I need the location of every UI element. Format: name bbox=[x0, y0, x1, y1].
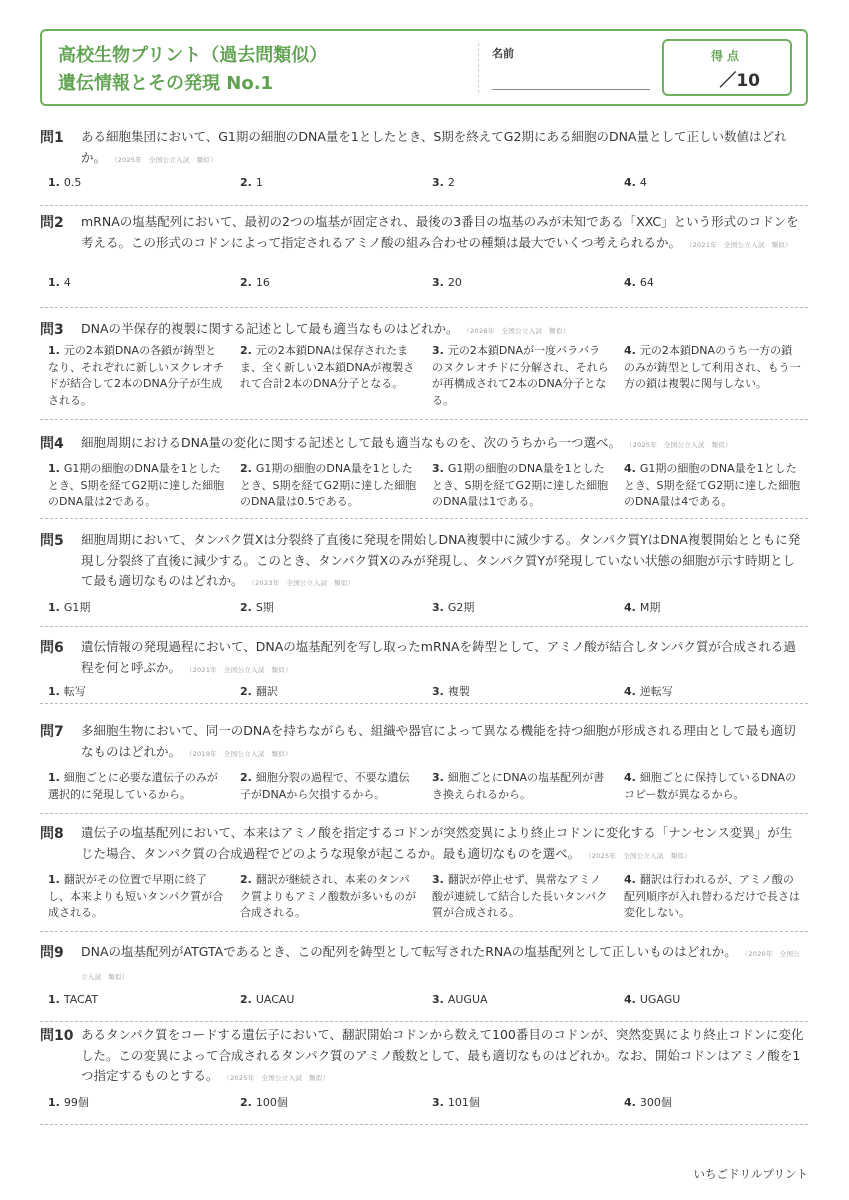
question-source: （2019年 全国公立入試 類似） bbox=[189, 749, 292, 758]
option-text: 300個 bbox=[639, 1096, 672, 1109]
option-text: 16 bbox=[255, 276, 270, 289]
option-text: 0.5 bbox=[63, 176, 82, 189]
option-number: 4. bbox=[624, 462, 636, 475]
question-source: （2025年 全国公立入試 類似） bbox=[588, 851, 692, 860]
option-number: 2. bbox=[240, 873, 252, 886]
question-8 bbox=[40, 823, 808, 932]
question-body: 細胞周期におけるDNA量の変化に関する記述として最も適当なものを、次のうちから一つ選べ。 bbox=[81, 435, 622, 450]
option-number: 1. bbox=[48, 993, 60, 1006]
question-body: mRNAの塩基配列において、最初の2つの塩基が固定され、最後の3番目の塩基のみが未知である「XXC」という形式のコドンを考える。この形式のコドンによって指定されるアミノ酸の組み合わせの種類は最大でいくつ考えられるか。 bbox=[81, 214, 799, 250]
option-number: 4. bbox=[624, 1096, 636, 1109]
question-source: （2025年 全国公立入試 類似） bbox=[226, 1074, 330, 1082]
question-text bbox=[81, 530, 804, 594]
option-text: 64 bbox=[639, 276, 654, 289]
option-number: 1. bbox=[48, 873, 60, 886]
question-body: 多細胞生物において、同一のDNAを持ちながらも、組織や器官によって異なる機能を持つ細胞が形成される理由として最も適切なものはどれか。 bbox=[81, 723, 796, 759]
question-10 bbox=[40, 1025, 808, 1125]
answer-option-1[interactable] bbox=[48, 600, 226, 617]
option-text: 20 bbox=[447, 276, 462, 289]
option-number: 4. bbox=[624, 601, 636, 614]
answer-option-3[interactable] bbox=[432, 600, 610, 617]
answer-option-4[interactable] bbox=[624, 770, 802, 803]
option-number: 2. bbox=[240, 462, 252, 475]
option-number: 3. bbox=[432, 1096, 444, 1109]
option-text: 翻訳 bbox=[255, 685, 278, 698]
option-text: 細胞ごとに保持しているDNAのコピー数が異なるから。 bbox=[624, 771, 797, 801]
answer-option-3[interactable] bbox=[432, 175, 610, 192]
answer-option-1[interactable] bbox=[48, 461, 226, 511]
option-number: 4. bbox=[624, 873, 636, 886]
answer-option-2[interactable] bbox=[240, 175, 418, 192]
option-number: 3. bbox=[432, 601, 444, 614]
answer-option-2[interactable] bbox=[240, 275, 418, 292]
option-text: 転写 bbox=[63, 685, 86, 698]
option-text: S期 bbox=[255, 601, 274, 614]
option-number: 4. bbox=[624, 276, 636, 289]
answer-option-3[interactable] bbox=[432, 1095, 610, 1112]
question-number: 問6 bbox=[40, 640, 64, 656]
option-number: 1. bbox=[48, 601, 60, 614]
option-text: 4 bbox=[63, 276, 71, 289]
option-text: G1期の細胞のDNA量を1としたとき、S期を経てG2期に達した細胞のDNA量は2である。 bbox=[48, 462, 225, 508]
option-number: 2. bbox=[240, 176, 252, 189]
question-number: 問2 bbox=[40, 215, 64, 231]
question-1 bbox=[40, 127, 808, 206]
answer-option-4[interactable] bbox=[624, 175, 802, 192]
answer-option-4[interactable] bbox=[624, 992, 802, 1009]
question-body: ある細胞集団において、G1期の細胞のDNA量を1としたとき、S期を終えてG2期にある細胞のDNA量として正しい数値はどれか。 bbox=[81, 129, 787, 165]
answer-option-4[interactable] bbox=[624, 872, 802, 922]
question-body: DNAの半保存的複製に関する記述として最も適当なものはどれか。 bbox=[81, 321, 459, 336]
option-text: UGAGU bbox=[639, 993, 681, 1006]
question-number: 問3 bbox=[40, 322, 64, 338]
answer-option-2[interactable] bbox=[240, 600, 418, 617]
option-text: AUGUA bbox=[447, 993, 488, 1006]
worksheet-title: 高校生物プリント（過去問類似） bbox=[58, 45, 328, 66]
question-text bbox=[81, 212, 804, 255]
option-number: 1. bbox=[48, 276, 60, 289]
name-label: 名前 bbox=[492, 47, 514, 60]
question-source: （2020年 全国公立入試 類似） bbox=[81, 950, 801, 981]
answer-option-3[interactable] bbox=[432, 770, 610, 803]
answer-option-1[interactable] bbox=[48, 175, 226, 192]
option-text: 元の2本鎖DNAが一度バラバラのヌクレオチドに分解され、それらが再構成されて2本のDNA分子となる。 bbox=[432, 344, 609, 407]
question-source: （2023年 全国公立入試 類似） bbox=[251, 579, 355, 587]
answer-option-4[interactable] bbox=[624, 600, 802, 617]
option-number: 3. bbox=[432, 176, 444, 189]
option-number: 4. bbox=[624, 176, 636, 189]
option-number: 1. bbox=[48, 462, 60, 475]
option-number: 4. bbox=[624, 685, 636, 698]
option-number: 2. bbox=[240, 1096, 252, 1109]
question-body: あるタンパク質をコードする遺伝子において、翻訳開始コドンから数えて100番目のコドンが、突然変異により終止コドンに変化した。この変異によって合成されるタンパク質のアミノ酸数として、最も適切なものはどれか。なお、開始コドンはアミノ酸を1つ指定するものとする。 bbox=[81, 1027, 804, 1083]
question-text bbox=[81, 1025, 804, 1089]
option-number: 3. bbox=[432, 873, 444, 886]
option-text: 翻訳がその位置で早期に終了し、本来よりも短いタンパク質が合成される。 bbox=[48, 873, 224, 919]
answer-option-1[interactable] bbox=[48, 1095, 226, 1112]
option-text: UACAU bbox=[255, 993, 295, 1006]
option-text: 101個 bbox=[447, 1096, 480, 1109]
option-number: 3. bbox=[432, 276, 444, 289]
score-label: 得点 bbox=[710, 49, 743, 63]
option-number: 2. bbox=[240, 771, 252, 784]
option-number: 1. bbox=[48, 771, 60, 784]
option-text: G1期の細胞のDNA量を1としたとき、S期を経てG2期に達した細胞のDNA量は0.5である。 bbox=[240, 462, 417, 508]
option-number: 3. bbox=[432, 685, 444, 698]
answer-option-3[interactable] bbox=[432, 343, 610, 409]
question-number: 問4 bbox=[40, 436, 64, 452]
question-text bbox=[81, 319, 804, 342]
option-number: 1. bbox=[48, 344, 60, 357]
question-source: （2026年 全国公立入試 類似） bbox=[466, 327, 570, 335]
option-number: 3. bbox=[432, 993, 444, 1006]
option-text: 逆転写 bbox=[639, 685, 673, 698]
question-5 bbox=[40, 530, 808, 627]
question-text bbox=[81, 637, 804, 680]
answer-option-1[interactable] bbox=[48, 770, 226, 803]
answer-option-3[interactable] bbox=[432, 684, 610, 701]
option-text: 2 bbox=[447, 176, 455, 189]
question-text bbox=[81, 433, 804, 456]
option-text: 複製 bbox=[447, 685, 470, 698]
question-body: 細胞周期において、タンパク質Xは分裂終了直後に発現を開始しDNA複製中に減少する。タンパク質YはDNA複製開始とともに発現し分裂終了直後に減少する。このとき、タンパク質Xのみが発現し、タンパク質Yが発現していない状態の細胞が示す時期として最も適切なものはどれか。 bbox=[81, 532, 801, 588]
answer-option-3[interactable] bbox=[432, 461, 610, 511]
answer-option-2[interactable] bbox=[240, 343, 418, 393]
option-text: 細胞分裂の過程で、不要な遺伝子がDNAから欠損するから。 bbox=[240, 771, 410, 801]
answer-option-1[interactable] bbox=[48, 992, 226, 1009]
answer-option-2[interactable] bbox=[240, 992, 418, 1009]
option-number: 4. bbox=[624, 344, 636, 357]
question-source: （2021年 全国公立入試 類似） bbox=[189, 665, 292, 674]
question-number: 問9 bbox=[40, 945, 64, 961]
option-number: 1. bbox=[48, 1096, 60, 1109]
worksheet-subtitle: 遺伝情報とその発現 No.1 bbox=[58, 73, 274, 94]
answer-option-4[interactable] bbox=[624, 1095, 802, 1112]
question-text bbox=[81, 721, 804, 764]
score-box bbox=[662, 39, 792, 96]
answer-option-2[interactable] bbox=[240, 770, 418, 803]
answer-option-4[interactable] bbox=[624, 461, 802, 511]
answer-option-1[interactable] bbox=[48, 684, 226, 701]
answer-option-2[interactable] bbox=[240, 1095, 418, 1112]
option-text: M期 bbox=[639, 601, 661, 614]
option-text: TACAT bbox=[63, 993, 99, 1006]
option-number: 2. bbox=[240, 601, 252, 614]
option-number: 1. bbox=[48, 176, 60, 189]
answer-option-1[interactable] bbox=[48, 275, 226, 292]
option-text: 翻訳は行われるが、アミノ酸の配列順序が入れ替わるだけで長さは変化しない。 bbox=[624, 873, 800, 919]
option-text: 元の2本鎖DNAのうち一方の鎖のみが鋳型として利用され、もう一方の鎖は複製に関与しない。 bbox=[624, 344, 801, 390]
question-body: DNAの塩基配列がATGTAであるとき、この配列を鋳型として転写されたRNAの塩基配列として正しいものはどれか。 bbox=[81, 944, 737, 959]
score-value: ／10 bbox=[719, 71, 760, 91]
option-number: 3. bbox=[432, 344, 444, 357]
question-body: 遺伝情報の発現過程において、DNAの塩基配列を写し取ったmRNAを鋳型として、アミノ酸が結合しタンパク質が合成される過程を何と呼ぶか。 bbox=[81, 639, 796, 675]
answer-option-1[interactable] bbox=[48, 872, 226, 922]
option-text: G1期の細胞のDNA量を1としたとき、S期を経てG2期に達した細胞のDNA量は4である。 bbox=[624, 462, 801, 508]
question-9 bbox=[40, 942, 808, 1022]
option-text: 細胞ごとに必要な遺伝子のみが選択的に発現しているから。 bbox=[48, 771, 218, 801]
answer-option-2[interactable] bbox=[240, 872, 418, 922]
answer-option-4[interactable] bbox=[624, 275, 802, 292]
answer-option-4[interactable] bbox=[624, 684, 802, 701]
question-number: 問1 bbox=[40, 130, 64, 146]
question-text bbox=[81, 127, 804, 170]
option-number: 2. bbox=[240, 344, 252, 357]
question-3 bbox=[40, 319, 808, 420]
question-number: 問8 bbox=[40, 826, 64, 842]
worksheet-header bbox=[40, 29, 808, 106]
answer-option-1[interactable] bbox=[48, 343, 226, 409]
option-text: G1期 bbox=[63, 601, 91, 614]
answer-option-2[interactable] bbox=[240, 461, 418, 511]
option-text: 翻訳が継続され、本来のタンパク質よりもアミノ酸数が多いものが合成される。 bbox=[240, 873, 416, 919]
option-text: 99個 bbox=[63, 1096, 89, 1109]
header-divider bbox=[478, 43, 479, 93]
question-source: （2025年 全国公立入試 類似） bbox=[629, 441, 732, 449]
answer-option-4[interactable] bbox=[624, 343, 802, 393]
question-4 bbox=[40, 433, 808, 519]
option-text: 元の2本鎖DNAは保存されたまま、全く新しい2本鎖DNAが複製されて合計2本のDNA分子となる。 bbox=[240, 344, 415, 390]
option-number: 3. bbox=[432, 462, 444, 475]
question-source: （2021年 全国公立入試 類似） bbox=[689, 240, 792, 249]
option-number: 2. bbox=[240, 685, 252, 698]
question-text bbox=[81, 823, 804, 866]
answer-option-2[interactable] bbox=[240, 684, 418, 701]
name-field[interactable] bbox=[492, 89, 650, 90]
option-text: 100個 bbox=[255, 1096, 288, 1109]
question-2 bbox=[40, 212, 808, 308]
question-6 bbox=[40, 637, 808, 704]
option-number: 2. bbox=[240, 993, 252, 1006]
option-text: 4 bbox=[639, 176, 647, 189]
question-body: 遺伝子の塩基配列において、本来はアミノ酸を指定するコドンが突然変異により終止コドンに変化する「ナンセンス変異」が生じた場合、タンパク質の合成過程でどのような現象が起こるか。最も適切なものを選べ。 bbox=[81, 825, 793, 861]
question-number: 問7 bbox=[40, 724, 64, 740]
option-text: G2期 bbox=[447, 601, 475, 614]
option-number: 4. bbox=[624, 993, 636, 1006]
option-number: 2. bbox=[240, 276, 252, 289]
option-text: 元の2本鎖DNAの各鎖が鋳型となり、それぞれに新しいヌクレオチドが結合して2本のDNA分子が生成される。 bbox=[48, 344, 224, 407]
option-text: 1 bbox=[255, 176, 263, 189]
answer-option-3[interactable] bbox=[432, 992, 610, 1009]
question-number: 問10 bbox=[40, 1028, 74, 1044]
option-text: 細胞ごとにDNAの塩基配列が書き換えられるから。 bbox=[432, 771, 605, 801]
answer-option-3[interactable] bbox=[432, 872, 610, 922]
answer-option-3[interactable] bbox=[432, 275, 610, 292]
option-number: 3. bbox=[432, 771, 444, 784]
option-text: G1期の細胞のDNA量を1としたとき、S期を経てG2期に達した細胞のDNA量は1である。 bbox=[432, 462, 609, 508]
question-7 bbox=[40, 721, 808, 814]
question-text bbox=[81, 942, 804, 987]
option-number: 1. bbox=[48, 685, 60, 698]
footer-brand: いちごドリルプリント bbox=[693, 1167, 808, 1181]
option-text: 翻訳が停止せず、異常なアミノ酸が連続して結合した長いタンパク質が合成される。 bbox=[432, 873, 608, 919]
option-number: 4. bbox=[624, 771, 636, 784]
question-source: （2025年 全国公立入試 類似） bbox=[114, 155, 217, 164]
question-number: 問5 bbox=[40, 533, 64, 549]
